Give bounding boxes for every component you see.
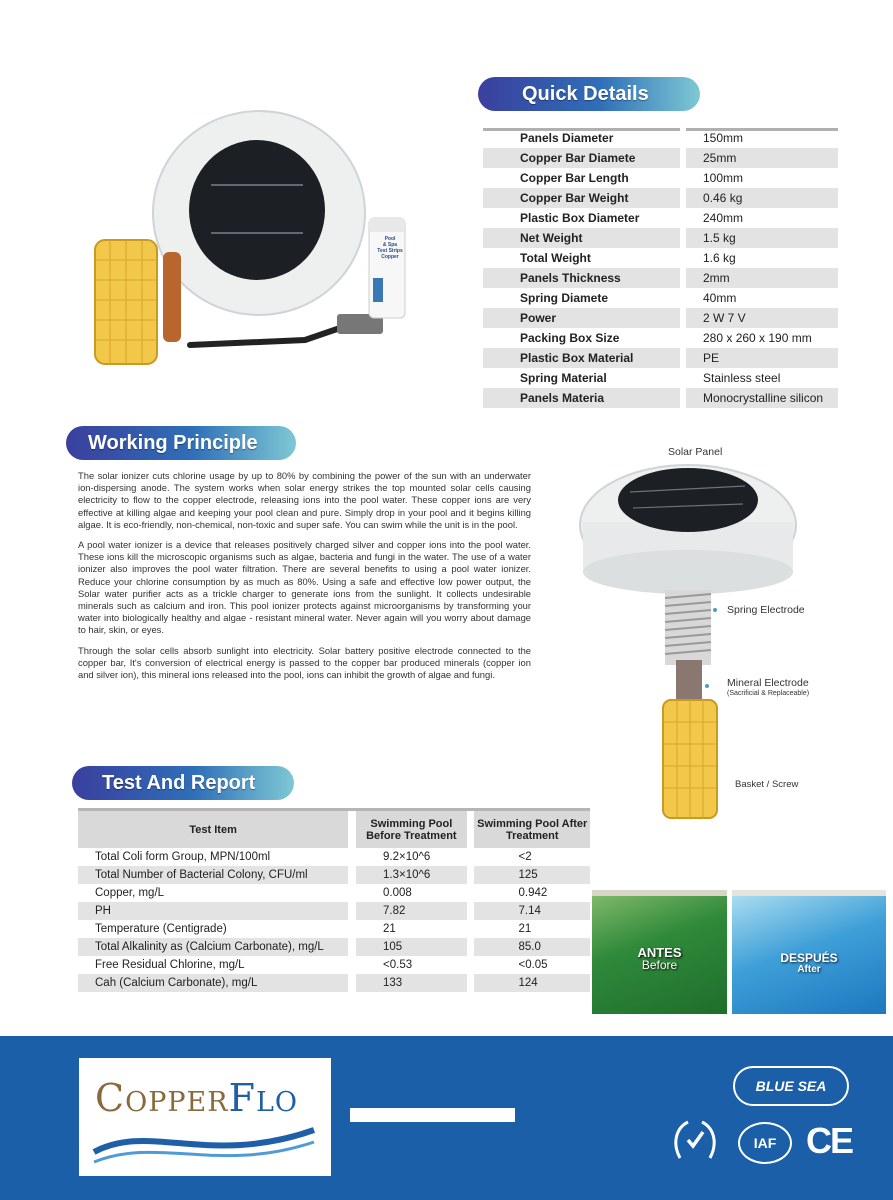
row-gap	[348, 920, 356, 938]
detail-label: Net Weight	[483, 228, 680, 248]
quick-details-heading: Quick Details	[478, 77, 700, 111]
row-gap	[467, 866, 475, 884]
test-item-cell: PH	[78, 902, 348, 920]
detail-value: 40mm	[703, 291, 737, 305]
test-report-row	[78, 938, 590, 956]
before-value-cell: 0.008	[383, 887, 412, 899]
label-mineral-note: (Sacrificial & Replaceable)	[727, 690, 810, 697]
blue-sea-text: BLUE SEA	[755, 1078, 827, 1094]
logo-text-flo: Flo	[228, 1076, 299, 1120]
ce-mark-icon	[806, 1120, 852, 1162]
bottle-text-2: & Spa	[382, 242, 398, 248]
after-value-cell: <2	[518, 851, 532, 863]
test-report-row	[78, 848, 590, 866]
copperflo-logo	[79, 1058, 331, 1176]
quick-details-table	[483, 128, 838, 408]
row-gap	[467, 956, 475, 974]
header-gap	[348, 810, 356, 849]
detail-label: Plastic Box Diameter	[520, 211, 640, 225]
working-principle-text	[78, 470, 531, 689]
test-item-cell: Total Coli form Group, MPN/100ml	[95, 851, 271, 863]
detail-value: 280 x 260 x 190 mm	[703, 331, 812, 345]
quick-details-row	[483, 348, 838, 368]
after-value-cell: <0.05	[518, 959, 548, 971]
test-report-table	[78, 808, 590, 992]
pool-before-photo	[592, 890, 727, 1014]
iaf-cert-icon	[738, 1122, 792, 1164]
working-principle-heading: Working Principle	[66, 426, 296, 460]
row-gap	[348, 902, 356, 920]
test-item-cell: Cah (Calcium Carbonate), mg/L	[78, 974, 348, 992]
detail-label: Plastic Box Material	[483, 348, 680, 368]
bottle-text-3: Test Strips	[377, 248, 403, 254]
quick-details-row	[483, 288, 838, 308]
quick-details-row	[483, 328, 838, 348]
after-value-cell: 85.0	[474, 938, 590, 956]
after-value-cell: 0.942	[518, 887, 548, 899]
row-gap	[348, 974, 356, 992]
before-value-cell: 105	[356, 938, 467, 956]
row-gap	[467, 884, 475, 902]
before-label-en: Before	[641, 958, 678, 972]
detail-label: Total Weight	[520, 251, 591, 265]
test-item-cell: Copper, mg/L	[95, 887, 165, 899]
detail-label: Panels Diameter	[520, 131, 614, 145]
detail-value: 2mm	[686, 268, 838, 288]
after-value-cell: 125	[474, 866, 590, 884]
iaf-text: IAF	[753, 1135, 777, 1151]
label-spring-electrode: Spring Electrode	[727, 604, 805, 616]
label-solar-panel: Solar Panel	[668, 446, 723, 458]
ionizer-diagram	[575, 460, 805, 830]
row-gap	[348, 938, 356, 956]
header-after: Swimming Pool After Treatment	[474, 810, 590, 849]
detail-value: 2 W 7 V	[686, 308, 838, 328]
ce-text: CE	[806, 1120, 853, 1161]
product-photo	[85, 100, 425, 370]
detail-label: Power	[483, 308, 680, 328]
detail-label: Packing Box Size	[520, 331, 620, 345]
bottle-text-4: Copper	[381, 254, 399, 260]
quick-details-row	[483, 368, 838, 388]
detail-label: Panels Thickness	[483, 268, 680, 288]
test-item-cell: Total Alkalinity as (Calcium Carbonate), mg/L	[78, 938, 348, 956]
row-gap	[348, 956, 356, 974]
test-report-row	[78, 866, 590, 884]
row-gap	[467, 848, 475, 866]
detail-value: Stainless steel	[703, 371, 781, 385]
test-report-row	[78, 974, 590, 992]
detail-value: 0.46 kg	[686, 188, 838, 208]
quick-details-row	[483, 308, 838, 328]
row-gap	[467, 902, 475, 920]
before-value-cell: <0.53	[383, 959, 413, 971]
pool-after-photo	[732, 890, 886, 1014]
detail-label: Copper Bar Weight	[483, 188, 680, 208]
test-report-row	[78, 884, 590, 902]
test-item-cell: Total Number of Bacterial Colony, CFU/ml	[78, 866, 348, 884]
laurel-cert-icon	[670, 1118, 720, 1164]
quick-details-row	[483, 148, 838, 168]
row-gap	[467, 938, 475, 956]
detail-value: 150mm	[703, 131, 744, 145]
detail-label: Copper Bar Diamete	[483, 148, 680, 168]
before-value-cell: 9.2×10^6	[383, 851, 431, 863]
header-test-item: Test Item	[78, 810, 348, 849]
quick-details-row	[483, 168, 838, 188]
test-report-row	[78, 902, 590, 920]
logo-text-copper: Copper	[95, 1076, 229, 1120]
detail-value: 1.6 kg	[703, 251, 736, 265]
blue-sea-badge	[733, 1066, 849, 1106]
row-gap	[467, 920, 475, 938]
before-value-cell: 21	[383, 923, 396, 935]
row-gap	[348, 866, 356, 884]
detail-label: Spring Material	[520, 371, 607, 385]
after-value-cell: 124	[474, 974, 590, 992]
quick-details-row	[483, 268, 838, 288]
quick-details-row	[483, 388, 838, 408]
header-before: Swimming Pool Before Treatment	[356, 810, 467, 849]
quick-details-row	[483, 208, 838, 228]
detail-label: Spring Diamete	[520, 291, 609, 305]
before-value-cell: 7.82	[356, 902, 467, 920]
detail-value: PE	[686, 348, 838, 368]
test-report-row	[78, 920, 590, 938]
after-label-en: After	[797, 964, 821, 975]
logo-wave-icon	[89, 1122, 321, 1168]
label-basket: Basket / Screw	[735, 779, 799, 790]
quick-details-row	[483, 228, 838, 248]
test-report-row	[78, 956, 590, 974]
quick-details-row	[483, 188, 838, 208]
after-label-es: DESPUÉS	[780, 951, 838, 965]
detail-label: Copper Bar Length	[520, 171, 629, 185]
header-gap	[467, 810, 475, 849]
test-strip-bottle-label	[376, 236, 404, 260]
quick-details-row	[483, 128, 838, 148]
footer-bar	[0, 1036, 893, 1200]
before-value-cell: 133	[356, 974, 467, 992]
row-gap	[467, 974, 475, 992]
test-item-cell: Temperature (Centigrade)	[95, 923, 227, 935]
after-value-cell: 21	[518, 923, 532, 935]
detail-value: 1.5 kg	[686, 228, 838, 248]
label-mineral-electrode: Mineral Electrode	[727, 677, 809, 689]
detail-value: 240mm	[703, 211, 744, 225]
detail-value: 100mm	[703, 171, 744, 185]
detail-value: Monocrystalline silicon	[686, 388, 838, 408]
before-value-cell: 1.3×10^6	[356, 866, 467, 884]
test-report-heading: Test And Report	[72, 766, 294, 800]
detail-value: 25mm	[686, 148, 838, 168]
row-gap	[348, 848, 356, 866]
principle-paragraph-1: The solar ionizer cuts chlorine usage by up to 80% by combining the power of the sun with an underwater ion-dispersing anode. The system works when solar energy strikes the top mounted solar cells causing electricity to flow to the copper electrode, releasing ions into the pool water. These copper ions are very effective at killing algae and keeping your pool clean and pure. Simply drop in your pool and it begins killing algae. It is eco-friendly, non-chemical, non-toxic and super safe. You can swim while the unit is in the pool.	[78, 470, 531, 530]
bottle-text-1: Pool	[384, 236, 396, 242]
principle-paragraph-3: Through the solar cells absorb sunlight into electricity. Solar battery positive electrode connected to the copper bar, It's conversion of electrical energy is passed to the copper bar produced minerals (copper ion and silver ion), this mineral ions released into the pool, ions can inhibit the growth of algae and fungi.	[78, 644, 531, 681]
before-label-es: ANTES	[637, 945, 682, 960]
redacted-text-bar	[350, 1108, 515, 1122]
detail-label: Panels Materia	[483, 388, 680, 408]
row-gap	[348, 884, 356, 902]
principle-paragraph-2: A pool water ionizer is a device that releases positively charged silver and copper ions into the pool water. These ions kill the microscopic organisms such as algae, bacteria and fungi in the water. The use of a water ionizer also improves the pool water filtration. There are several benefits to using a pool water ionizer. Reduce your chlorine consumption by as much as 80%. Using a safe and effective low power output, the Solar water purifier acts as a trickle charger to generate ions from the sunlight. It collects undesirable minerals such as calcium and iron. This pool ionizer protects against microorganisms by transforming your water into biologically healthy and algae - resistant mineral water. Never again will you worry about damage to hair, skin, or eyes.	[78, 539, 531, 636]
quick-details-row	[483, 248, 838, 268]
after-value-cell: 7.14	[474, 902, 590, 920]
test-item-cell: Free Residual Chlorine, mg/L	[95, 959, 245, 971]
